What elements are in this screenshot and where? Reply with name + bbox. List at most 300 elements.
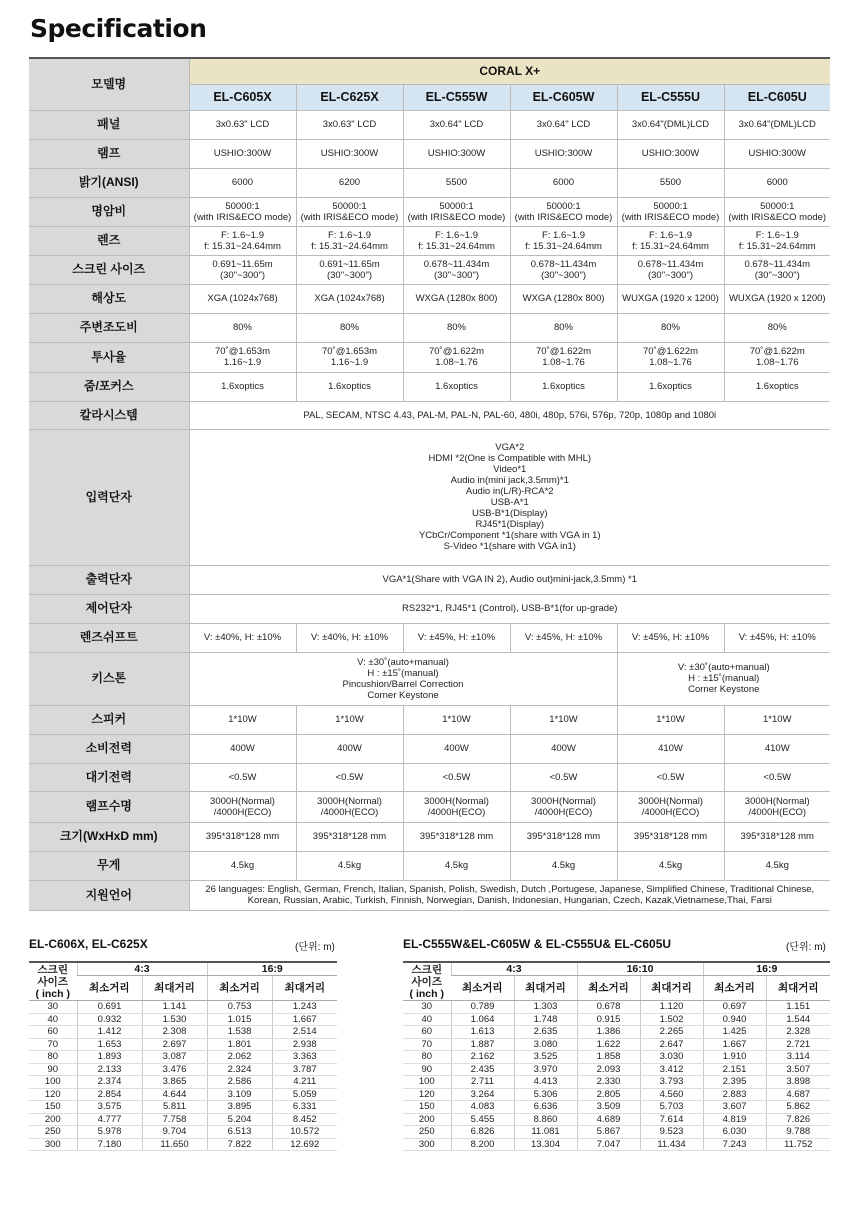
dist-cell: 3.030 <box>640 1051 703 1064</box>
keystone-left-value: V: ±30˚(auto+manual) H : ±15˚(manual) Pincushion/Barrel Correction Corner Keystone <box>189 652 617 705</box>
spec-cell: 0.678~11.434m (30"~300") <box>403 255 510 284</box>
dist-cell: 5.059 <box>272 1088 337 1101</box>
dist-cell: 3.264 <box>451 1088 514 1101</box>
spec-cell: XGA (1024x768) <box>296 284 403 313</box>
series-row <box>29 58 830 84</box>
spec-cell: WUXGA (1920 x 1200) <box>724 284 830 313</box>
dist-cell: 150 <box>403 1101 451 1114</box>
dist-cell: 1.120 <box>640 1001 703 1014</box>
spec-cell: 1.6xoptics <box>724 372 830 401</box>
distance-header: 최대거리 <box>272 976 337 1001</box>
dist-cell: 11.752 <box>766 1138 830 1151</box>
spec-cell: 3x0.63" LCD <box>296 110 403 139</box>
spec-cell: 50000:1 (with IRIS&ECO mode) <box>510 197 617 226</box>
dist-cell: 5.862 <box>766 1101 830 1114</box>
dist-cell: 60 <box>29 1026 77 1039</box>
spec-cell: 5500 <box>617 168 724 197</box>
screen-size-label: 스크린 사이즈 ( inch ) <box>29 962 77 1001</box>
dist-row <box>29 1138 337 1151</box>
dist-cell: 4.644 <box>142 1088 207 1101</box>
spec-cell: 1*10W <box>724 705 830 734</box>
dist-cell: 0.753 <box>207 1001 272 1014</box>
spec-cell: 3000H(Normal) /4000H(ECO) <box>617 791 724 822</box>
keystone-row <box>29 652 830 705</box>
dist-row <box>29 1001 337 1014</box>
dist-cell: 200 <box>403 1113 451 1126</box>
series-name: CORAL X+ <box>189 58 830 84</box>
dist-cell: 1.544 <box>766 1013 830 1026</box>
spec-cell: F: 1.6~1.9 f: 15.31~24.64mm <box>189 226 296 255</box>
dist-cell: 1.412 <box>77 1026 142 1039</box>
dist-cell: 1.667 <box>272 1013 337 1026</box>
spec-cell: WXGA (1280x 800) <box>403 284 510 313</box>
dist-cell: 3.507 <box>766 1063 830 1076</box>
dist-cell: 2.093 <box>577 1063 640 1076</box>
left-table-title: EL-C606X, EL-C625X <box>29 937 148 951</box>
distance-header: 최소거리 <box>77 976 142 1001</box>
dist-cell: 2.586 <box>207 1076 272 1089</box>
model-name-label: 모델명 <box>29 58 189 110</box>
spec-cell: V: ±45%, H: ±10% <box>724 623 830 652</box>
dist-row <box>403 1076 830 1089</box>
spec-cell: 70˚@1.653m 1.16~1.9 <box>296 342 403 372</box>
color-system-value: PAL, SECAM, NTSC 4.43, PAL-M, PAL-N, PAL-60, 480i, 480p, 576i, 576p, 720p, 1080p and 1080i <box>189 401 830 429</box>
dist-cell: 11.434 <box>640 1138 703 1151</box>
dist-cell: 5.306 <box>514 1088 577 1101</box>
dist-cell: 40 <box>403 1013 451 1026</box>
dist-cell: 9.704 <box>142 1126 207 1139</box>
dist-row <box>29 1088 337 1101</box>
dist-cell: 3.476 <box>142 1063 207 1076</box>
spec-cell: USHIO:300W <box>189 139 296 168</box>
dist-cell: 1.064 <box>451 1013 514 1026</box>
dist-cell: 3.412 <box>640 1063 703 1076</box>
dist-group-row <box>403 962 830 976</box>
distance-header: 최소거리 <box>207 976 272 1001</box>
spec-cell: 3x0.64"(DML)LCD <box>724 110 830 139</box>
spec-cell: 1.6xoptics <box>189 372 296 401</box>
dist-cell: 8.452 <box>272 1113 337 1126</box>
dist-cell: 1.243 <box>272 1001 337 1014</box>
spec-cell: 1.6xoptics <box>617 372 724 401</box>
dist-cell: 2.265 <box>640 1026 703 1039</box>
dist-cell: 2.883 <box>703 1088 766 1101</box>
spec-cell: 400W <box>189 734 296 763</box>
spec-cell: 410W <box>724 734 830 763</box>
spec-cell: WUXGA (1920 x 1200) <box>617 284 724 313</box>
spec-row <box>29 168 830 197</box>
left-table-unit: (단위: m) <box>295 942 335 953</box>
spec-row-label: 대기전력 <box>29 763 189 791</box>
dist-row <box>403 1126 830 1139</box>
spec-cell: 0.678~11.434m (30"~300") <box>724 255 830 284</box>
spec-cell: 50000:1 (with IRIS&ECO mode) <box>403 197 510 226</box>
dist-cell: 2.395 <box>703 1076 766 1089</box>
dist-cell: 1.538 <box>207 1026 272 1039</box>
right-distance-table <box>403 961 830 1151</box>
dist-row <box>403 1001 830 1014</box>
aspect-ratio-header: 16:9 <box>703 962 830 976</box>
spec-cell: 4.5kg <box>724 851 830 880</box>
spec-row-label: 크기(WxHxD mm) <box>29 822 189 851</box>
dist-row <box>29 1038 337 1051</box>
dist-cell: 100 <box>403 1076 451 1089</box>
languages <box>29 880 830 910</box>
dist-cell: 0.691 <box>77 1001 142 1014</box>
dist-row <box>403 1088 830 1101</box>
dist-row <box>29 1026 337 1039</box>
spec-cell: 395*318*128 mm <box>617 822 724 851</box>
spec-cell: 4.5kg <box>403 851 510 880</box>
dist-cell: 1.622 <box>577 1038 640 1051</box>
dist-cell: 1.748 <box>514 1013 577 1026</box>
spec-row <box>29 139 830 168</box>
dist-cell: 300 <box>403 1138 451 1151</box>
dist-cell: 3.080 <box>514 1038 577 1051</box>
output-terminals <box>29 565 830 594</box>
dist-cell: 1.303 <box>514 1001 577 1014</box>
distance-header: 최대거리 <box>142 976 207 1001</box>
dist-group-row <box>29 962 337 976</box>
dist-cell: 5.204 <box>207 1113 272 1126</box>
dist-cell: 3.114 <box>766 1051 830 1064</box>
distance-header: 최대거리 <box>514 976 577 1001</box>
spec-cell: 80% <box>724 313 830 342</box>
dist-row <box>29 1113 337 1126</box>
spec-cell: 395*318*128 mm <box>510 822 617 851</box>
spec-cell: F: 1.6~1.9 f: 15.31~24.64mm <box>617 226 724 255</box>
spec-cell: 3x0.64"(DML)LCD <box>617 110 724 139</box>
dist-cell: 1.653 <box>77 1038 142 1051</box>
spec-cell: V: ±45%, H: ±10% <box>510 623 617 652</box>
spec-cell: 70˚@1.653m 1.16~1.9 <box>189 342 296 372</box>
spec-cell: 3x0.64" LCD <box>403 110 510 139</box>
spec-cell: 400W <box>403 734 510 763</box>
spec-cell: V: ±40%, H: ±10% <box>189 623 296 652</box>
dist-row <box>403 1138 830 1151</box>
spec-cell: <0.5W <box>296 763 403 791</box>
dist-cell: 8.860 <box>514 1113 577 1126</box>
output-terminals-value: VGA*1(Share with VGA IN 2), Audio out)mini-jack,3.5mm) *1 <box>189 565 830 594</box>
spec-cell: F: 1.6~1.9 f: 15.31~24.64mm <box>510 226 617 255</box>
dist-cell: 6.636 <box>514 1101 577 1114</box>
dist-cell: 6.826 <box>451 1126 514 1139</box>
dist-cell: 6.331 <box>272 1101 337 1114</box>
input-terminals-label: 입력단자 <box>29 429 189 565</box>
dist-cell: 1.858 <box>577 1051 640 1064</box>
dist-cell: 1.893 <box>77 1051 142 1064</box>
spec-cell: 80% <box>617 313 724 342</box>
dist-cell: 3.509 <box>577 1101 640 1114</box>
dist-cell: 2.328 <box>766 1026 830 1039</box>
dist-cell: 3.787 <box>272 1063 337 1076</box>
page-title: Specification <box>30 14 207 43</box>
spec-row <box>29 734 830 763</box>
distance-header: 최소거리 <box>451 976 514 1001</box>
dist-cell: 12.692 <box>272 1138 337 1151</box>
spec-cell: 1.6xoptics <box>296 372 403 401</box>
spec-row-label: 램프 <box>29 139 189 168</box>
spec-cell: <0.5W <box>189 763 296 791</box>
dist-cell: 60 <box>403 1026 451 1039</box>
dist-row <box>403 1113 830 1126</box>
spec-cell: 400W <box>510 734 617 763</box>
spec-cell: V: ±40%, H: ±10% <box>296 623 403 652</box>
spec-cell: 0.678~11.434m (30"~300") <box>510 255 617 284</box>
dist-cell: 200 <box>29 1113 77 1126</box>
spec-cell: 80% <box>510 313 617 342</box>
dist-cell: 3.793 <box>640 1076 703 1089</box>
dist-cell: 4.413 <box>514 1076 577 1089</box>
dist-cell: 2.308 <box>142 1026 207 1039</box>
spec-cell: 6000 <box>724 168 830 197</box>
spec-table-body <box>29 58 830 910</box>
control-terminals-label: 제어단자 <box>29 594 189 623</box>
distance-header: 최대거리 <box>766 976 830 1001</box>
spec-cell: 395*318*128 mm <box>189 822 296 851</box>
dist-cell: 2.697 <box>142 1038 207 1051</box>
dist-cell: 2.330 <box>577 1076 640 1089</box>
spec-cell: 4.5kg <box>510 851 617 880</box>
spec-cell: 3x0.63" LCD <box>189 110 296 139</box>
dist-cell: 250 <box>29 1126 77 1139</box>
dist-cell: 300 <box>29 1138 77 1151</box>
spec-row-label: 렌즈 <box>29 226 189 255</box>
dist-cell: 4.777 <box>77 1113 142 1126</box>
dist-row <box>403 1026 830 1039</box>
dist-cell: 2.854 <box>77 1088 142 1101</box>
spec-cell: 6000 <box>510 168 617 197</box>
spec-cell: 1.6xoptics <box>403 372 510 401</box>
dist-cell: 80 <box>403 1051 451 1064</box>
model-name: EL-C625X <box>296 84 403 110</box>
spec-row <box>29 284 830 313</box>
dist-cell: 5.455 <box>451 1113 514 1126</box>
lens-shift-label: 렌즈쉬프트 <box>29 623 189 652</box>
dist-cell: 2.635 <box>514 1026 577 1039</box>
spec-cell: 80% <box>403 313 510 342</box>
dist-cell: 30 <box>403 1001 451 1014</box>
spec-cell: USHIO:300W <box>296 139 403 168</box>
dist-cell: 4.687 <box>766 1088 830 1101</box>
dist-cell: 5.978 <box>77 1126 142 1139</box>
spec-cell: 1*10W <box>403 705 510 734</box>
spec-cell: 3000H(Normal) /4000H(ECO) <box>724 791 830 822</box>
dist-cell: 3.109 <box>207 1088 272 1101</box>
spec-cell: 395*318*128 mm <box>724 822 830 851</box>
dist-cell: 3.363 <box>272 1051 337 1064</box>
dist-cell: 2.721 <box>766 1038 830 1051</box>
dist-row <box>29 1063 337 1076</box>
dist-cell: 1.502 <box>640 1013 703 1026</box>
spec-row <box>29 342 830 372</box>
spec-cell: USHIO:300W <box>724 139 830 168</box>
spec-cell: 80% <box>189 313 296 342</box>
spec-cell: 50000:1 (with IRIS&ECO mode) <box>617 197 724 226</box>
dist-cell: 6.513 <box>207 1126 272 1139</box>
input-terminals-value: VGA*2 HDMI *2(One is Compatible with MHL) Video*1 Audio in(mini jack,3.5mm)*1 Audio in(L/R)-RCA*2 USB-A*1 USB-B*1(Display) RJ45*1(Display) YCbCr/Component *1(share with VGA in 1) S-Video *1(share with VGA in1) <box>189 429 830 565</box>
lens-shift-row <box>29 623 830 652</box>
dist-cell: 120 <box>29 1088 77 1101</box>
dist-cell: 1.151 <box>766 1001 830 1014</box>
dist-cell: 4.211 <box>272 1076 337 1089</box>
dist-cell: 1.530 <box>142 1013 207 1026</box>
spec-cell: 1.6xoptics <box>510 372 617 401</box>
dist-cell: 70 <box>29 1038 77 1051</box>
spec-table <box>29 57 830 911</box>
color-system <box>29 401 830 429</box>
dist-cell: 11.650 <box>142 1138 207 1151</box>
spec-row-label: 패널 <box>29 110 189 139</box>
spec-cell: 5500 <box>403 168 510 197</box>
dist-cell: 2.374 <box>77 1076 142 1089</box>
dist-cell: 250 <box>403 1126 451 1139</box>
spec-cell: <0.5W <box>724 763 830 791</box>
dist-cell: 3.898 <box>766 1076 830 1089</box>
spec-row <box>29 851 830 880</box>
spec-cell: <0.5W <box>617 763 724 791</box>
dist-cell: 2.133 <box>77 1063 142 1076</box>
spec-cell: 4.5kg <box>617 851 724 880</box>
right-table-unit: (단위: m) <box>786 942 826 953</box>
model-name: EL-C605U <box>724 84 830 110</box>
screen-size-label: 스크린 사이즈 ( inch ) <box>403 962 451 1001</box>
spec-row <box>29 226 830 255</box>
right-table-title: EL-C555W&EL-C605W & EL-C555U& EL-C605U <box>403 937 672 951</box>
dist-cell: 1.667 <box>703 1038 766 1051</box>
dist-cell: 120 <box>403 1088 451 1101</box>
spec-cell: 70˚@1.622m 1.08~1.76 <box>617 342 724 372</box>
spec-row <box>29 822 830 851</box>
spec-row-label: 스피커 <box>29 705 189 734</box>
spec-cell: F: 1.6~1.9 f: 15.31~24.64mm <box>296 226 403 255</box>
spec-row <box>29 313 830 342</box>
spec-cell: V: ±45%, H: ±10% <box>617 623 724 652</box>
dist-cell: 0.789 <box>451 1001 514 1014</box>
dist-cell: 2.647 <box>640 1038 703 1051</box>
dist-cell: 2.938 <box>272 1038 337 1051</box>
dist-cell: 1.887 <box>451 1038 514 1051</box>
dist-cell: 2.062 <box>207 1051 272 1064</box>
spec-row-label: 해상도 <box>29 284 189 313</box>
dist-row <box>403 1013 830 1026</box>
spec-cell: 1*10W <box>617 705 724 734</box>
spec-cell: <0.5W <box>510 763 617 791</box>
distance-header: 최소거리 <box>577 976 640 1001</box>
spec-row-label: 램프수명 <box>29 791 189 822</box>
dist-cell: 7.614 <box>640 1113 703 1126</box>
dist-cell: 2.162 <box>451 1051 514 1064</box>
spec-row <box>29 763 830 791</box>
spec-row <box>29 791 830 822</box>
dist-cell: 7.180 <box>77 1138 142 1151</box>
spec-cell: 400W <box>296 734 403 763</box>
dist-row <box>403 1038 830 1051</box>
dist-cell: 3.895 <box>207 1101 272 1114</box>
spec-cell: 0.691~11.65m (30"~300") <box>189 255 296 284</box>
spec-cell: 395*318*128 mm <box>296 822 403 851</box>
output-terminals-label: 출력단자 <box>29 565 189 594</box>
dist-cell: 70 <box>403 1038 451 1051</box>
dist-cell: 30 <box>29 1001 77 1014</box>
dist-cell: 6.030 <box>703 1126 766 1139</box>
spec-cell: F: 1.6~1.9 f: 15.31~24.64mm <box>724 226 830 255</box>
spec-cell: 80% <box>296 313 403 342</box>
dist-cell: 1.015 <box>207 1013 272 1026</box>
dist-cell: 0.940 <box>703 1013 766 1026</box>
spec-cell: 0.691~11.65m (30"~300") <box>296 255 403 284</box>
dist-cell: 2.151 <box>703 1063 766 1076</box>
dist-cell: 1.141 <box>142 1001 207 1014</box>
spec-row <box>29 705 830 734</box>
dist-cell: 7.822 <box>207 1138 272 1151</box>
dist-row <box>403 1051 830 1064</box>
dist-cell: 7.243 <box>703 1138 766 1151</box>
spec-cell: 4.5kg <box>296 851 403 880</box>
aspect-ratio-header: 16:10 <box>577 962 703 976</box>
dist-row <box>29 1101 337 1114</box>
control-terminals-value: RS232*1, RJ45*1 (Control), USB-B*1(for up-grade) <box>189 594 830 623</box>
spec-cell: 50000:1 (with IRIS&ECO mode) <box>189 197 296 226</box>
spec-cell: 410W <box>617 734 724 763</box>
spec-row-label: 투사율 <box>29 342 189 372</box>
spec-cell: 3000H(Normal) /4000H(ECO) <box>403 791 510 822</box>
dist-cell: 10.572 <box>272 1126 337 1139</box>
spec-cell: 3000H(Normal) /4000H(ECO) <box>510 791 617 822</box>
dist-cell: 9.788 <box>766 1126 830 1139</box>
dist-cell: 3.575 <box>77 1101 142 1114</box>
dist-cell: 1.613 <box>451 1026 514 1039</box>
dist-cell: 4.819 <box>703 1113 766 1126</box>
spec-cell: 395*318*128 mm <box>403 822 510 851</box>
dist-cell: 5.867 <box>577 1126 640 1139</box>
spec-row-label: 줌/포커스 <box>29 372 189 401</box>
dist-cell: 1.425 <box>703 1026 766 1039</box>
model-name: EL-C555U <box>617 84 724 110</box>
spec-cell: 3000H(Normal) /4000H(ECO) <box>189 791 296 822</box>
dist-cell: 0.678 <box>577 1001 640 1014</box>
spec-cell: WXGA (1280x 800) <box>510 284 617 313</box>
keystone-right-value: V: ±30˚(auto+manual) H : ±15˚(manual) Corner Keystone <box>617 652 830 705</box>
dist-cell: 5.811 <box>142 1101 207 1114</box>
spec-cell: 1*10W <box>189 705 296 734</box>
dist-cell: 3.970 <box>514 1063 577 1076</box>
spec-cell: 1*10W <box>296 705 403 734</box>
spec-row <box>29 110 830 139</box>
spec-cell: 6200 <box>296 168 403 197</box>
spec-cell: 3000H(Normal) /4000H(ECO) <box>296 791 403 822</box>
input-terminals <box>29 429 830 565</box>
dist-cell: 2.514 <box>272 1026 337 1039</box>
dist-cell: 1.386 <box>577 1026 640 1039</box>
dist-cell: 8.200 <box>451 1138 514 1151</box>
spec-cell: 50000:1 (with IRIS&ECO mode) <box>296 197 403 226</box>
dist-cell: 7.758 <box>142 1113 207 1126</box>
dist-cell: 9.523 <box>640 1126 703 1139</box>
dist-row <box>29 1013 337 1026</box>
spec-cell: USHIO:300W <box>403 139 510 168</box>
spec-cell: 0.678~11.434m (30"~300") <box>617 255 724 284</box>
model-name: EL-C605W <box>510 84 617 110</box>
dist-cell: 0.697 <box>703 1001 766 1014</box>
spec-row <box>29 197 830 226</box>
dist-cell: 3.087 <box>142 1051 207 1064</box>
distance-header: 최대거리 <box>640 976 703 1001</box>
dist-cell: 3.607 <box>703 1101 766 1114</box>
spec-row-label: 밝기(ANSI) <box>29 168 189 197</box>
spec-cell: 70˚@1.622m 1.08~1.76 <box>403 342 510 372</box>
color-system-label: 칼라시스템 <box>29 401 189 429</box>
